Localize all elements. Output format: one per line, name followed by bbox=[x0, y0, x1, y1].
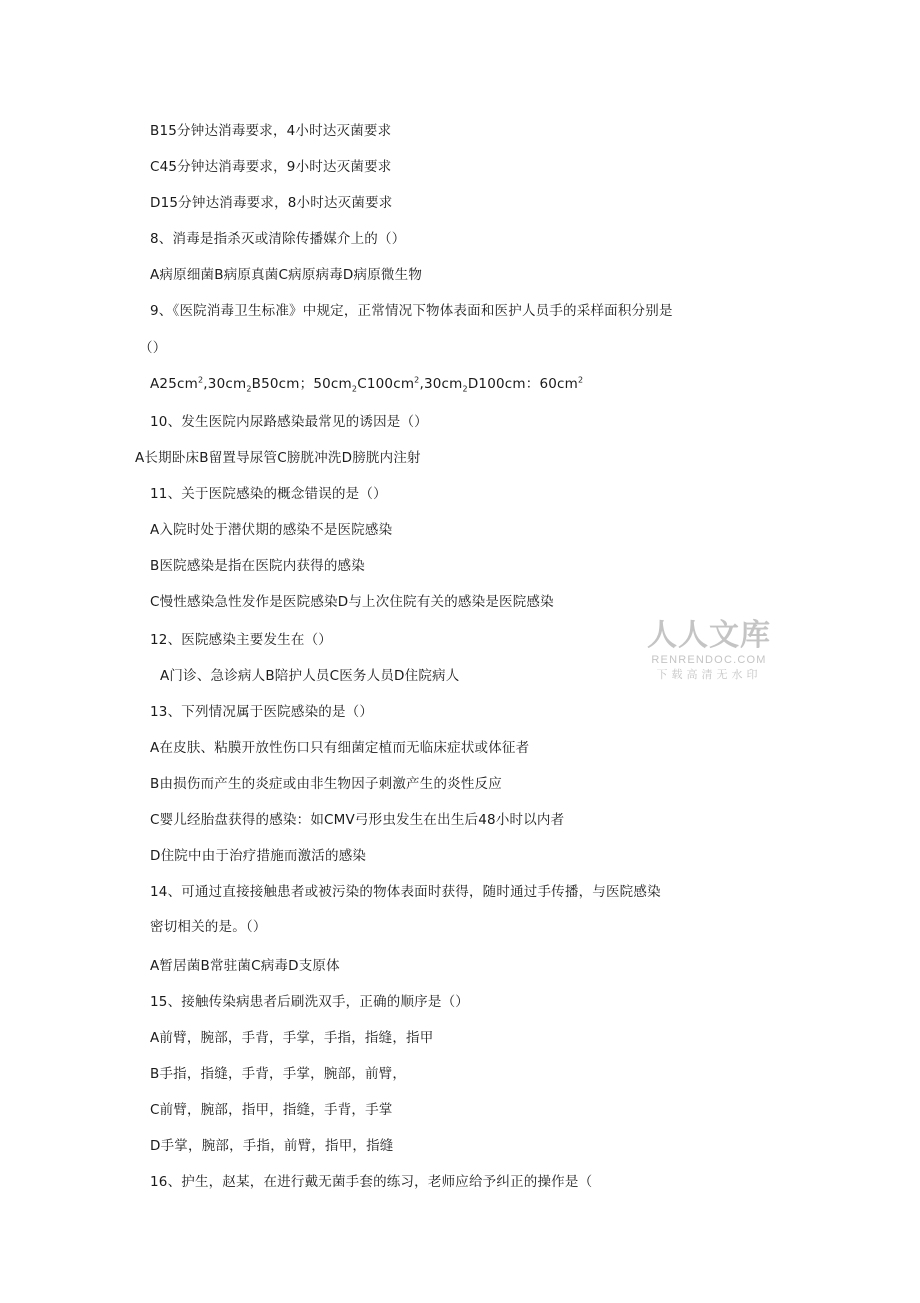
options-q10: A长期卧床B留置导尿管C膀胱冲洗D膀胱内注射 bbox=[135, 450, 421, 466]
question-14-cont: 密切相关的是。（） bbox=[150, 919, 267, 935]
question-12: 12、医院感染主要发生在（） bbox=[150, 632, 332, 648]
watermark-title: 人人文库 bbox=[647, 618, 771, 653]
question-9-bracket: （） bbox=[139, 340, 167, 356]
option-d-q13: D住院中由于治疗措施而激活的感染 bbox=[150, 848, 367, 864]
question-16: 16、护生，赵某，在进行戴无菌手套的练习，老师应给予纠正的操作是（ bbox=[150, 1174, 593, 1190]
option-c-q15: C前臂，腕部，指甲，指缝，手背，手掌 bbox=[150, 1102, 393, 1118]
option-b-q13: B由损伤而产生的炎症或由非生物因子刺激产生的炎性反应 bbox=[150, 776, 502, 792]
watermark-subtitle: 下载高清无水印 bbox=[656, 668, 762, 681]
options-q12: A门诊、急诊病人B陪护人员C医务人员D住院病人 bbox=[160, 668, 460, 684]
question-8: 8、消毒是指杀灭或清除传播媒介上的（） bbox=[150, 231, 406, 247]
options-q14: A暂居菌B常驻菌C病毒D支原体 bbox=[150, 958, 340, 974]
option-b-q15: B手指，指缝，手背，手掌，腕部，前臂， bbox=[150, 1066, 407, 1082]
option-c-q13: C婴儿经胎盘获得的感染：如CMV弓形虫发生在出生后48小时以内者 bbox=[150, 812, 565, 828]
option-d-q15: D手掌，腕部，手指，前臂，指甲，指缝 bbox=[150, 1138, 394, 1154]
option-b-line-q7: B15分钟达消毒要求，4小时达灭菌要求 bbox=[150, 123, 392, 139]
option-b-q11: B医院感染是指在医院内获得的感染 bbox=[150, 558, 365, 574]
option-a-q13: A在皮肤、粘膜开放性伤口只有细菌定植而无临床症状或体征者 bbox=[150, 740, 530, 756]
option-c-line-q7: C45分钟达消毒要求，9小时达灭菌要求 bbox=[150, 159, 392, 175]
options-q8: A病原细菌B病原真菌C病原病毒D病原微生物 bbox=[150, 267, 423, 283]
option-a-q15: A前臂，腕部，手背，手掌，手指，指缝，指甲 bbox=[150, 1030, 434, 1046]
option-d-line-q7: D15分钟达消毒要求，8小时达灭菌要求 bbox=[150, 195, 393, 211]
question-10: 10、发生医院内尿路感染最常见的诱因是（） bbox=[150, 414, 428, 430]
question-13: 13、下列情况属于医院感染的是（） bbox=[150, 704, 374, 720]
options-q9: $A25cm^2,30cm_2B50cm$；$50cm_2C100cm^2,30cm_2D100cm$：$60cm^2$ bbox=[150, 375, 584, 394]
options-cd-q11: C慢性感染急性发作是医院感染D与上次住院有关的感染是医院感染 bbox=[150, 594, 554, 610]
question-14: 14、可通过直接接触患者或被污染的物体表面时获得，随时通过手传播，与医院感染 bbox=[150, 884, 661, 900]
question-15: 15、接触传染病患者后刷洗双手，正确的顺序是（） bbox=[150, 994, 469, 1010]
watermark-logo bbox=[644, 620, 774, 682]
question-9: 9、《医院消毒卫生标准》中规定，正常情况下物体表面和医护人员手的采样面积分别是 bbox=[150, 303, 673, 319]
question-11: 11、关于医院感染的概念错误的是（） bbox=[150, 486, 387, 502]
option-a-q11: A入院时处于潜伏期的感染不是医院感染 bbox=[150, 522, 393, 538]
watermark-site: RENRENDOC.COM bbox=[651, 654, 767, 666]
